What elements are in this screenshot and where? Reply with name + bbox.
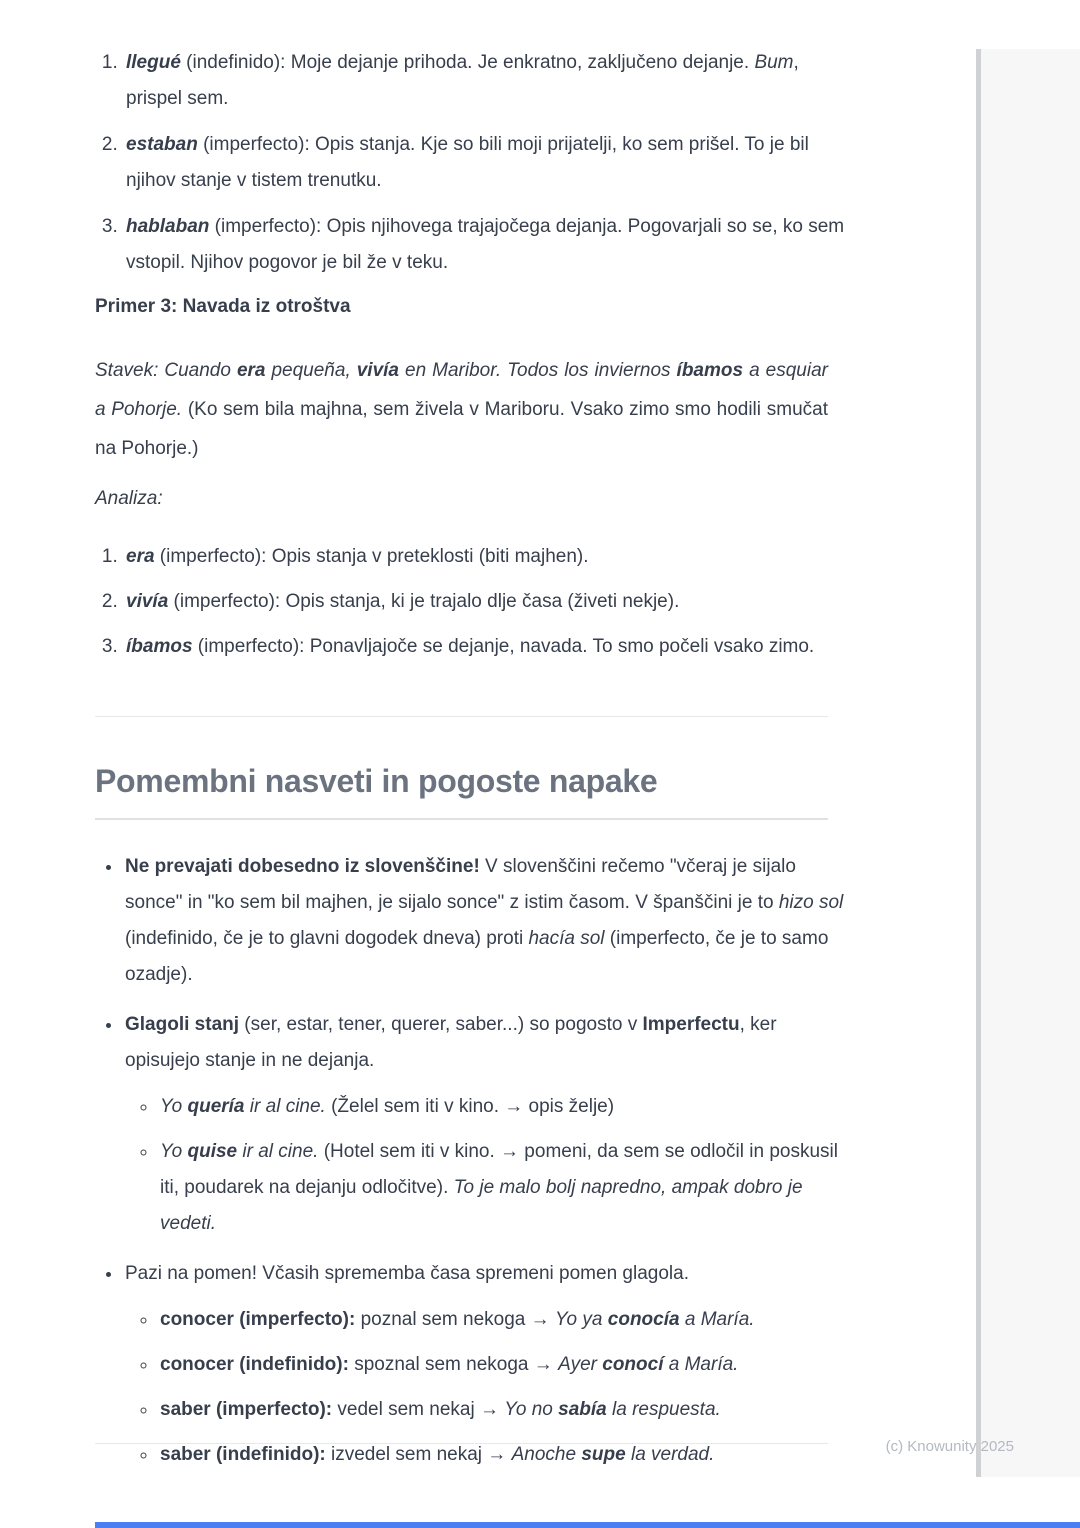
footer-divider (95, 1443, 828, 1444)
list-item-text: vivía (imperfecto): Opis stanja, ki je trajalo dlje časa (živeti nekje). (126, 591, 680, 612)
section-divider (95, 716, 828, 717)
tip-sub-item (158, 1347, 856, 1383)
scrollbar-thumb[interactable] (976, 49, 981, 1477)
footer-credit: (c) Knowunity 2025 (885, 1438, 1014, 1455)
tip-item (123, 849, 856, 993)
tip-item (123, 1007, 856, 1242)
tips-list (95, 849, 856, 1487)
next-page-gap-panel (981, 49, 1080, 1477)
tip-sub-item (158, 1392, 856, 1428)
tip-sub-list (125, 1302, 856, 1473)
list-item (123, 584, 856, 620)
tip-item (123, 1256, 856, 1473)
analiza-label: Analiza: (95, 488, 163, 509)
list-item-text: íbamos (imperfecto): Ponavljajoče se dejanje, navada. To smo počeli vsako zimo. (126, 636, 815, 657)
tip-item-text: Ne prevajati dobesedno iz slovenščine! V slovenščini rečemo "včeraj je sijalo sonce" in "ko sem bil majhen, je sijalo sonce" z istim časom. V španščini je to hizo sol (indefinido, če je to glavni dogodek dneva) proti hacía sol (imperfecto, če je to samo ozadje). (125, 856, 844, 985)
list-item (123, 539, 856, 575)
tip-sub-item-text: saber (indefinido): izvedel sem nekaj → Anoche supe la verdad. (160, 1444, 715, 1465)
bottom-accent-bar (95, 1522, 1080, 1528)
tip-sub-item (158, 1089, 856, 1125)
list-item-text: llegué (indefinido): Moje dejanje prihoda. Je enkratno, zaključeno dejanje. Bum, prispel sem. (126, 52, 799, 109)
list-item (123, 127, 856, 199)
list-item-text: estaban (imperfecto): Opis stanja. Kje so bili moji prijatelji, ko sem prišel. To je bil njihov stanje v tistem trenutku. (126, 134, 809, 191)
tips-section-heading: Pomembni nasveti in pogoste napake (95, 760, 828, 820)
tip-sub-item (158, 1134, 856, 1242)
list-item (123, 629, 856, 665)
list-item (123, 209, 856, 281)
analysis-list-2 (95, 539, 856, 674)
tip-item-text: Glagoli stanj (ser, estar, tener, querer, saber...) so pogosto v Imperfectu, ker opisujejo stanje in ne dejanja. (125, 1014, 777, 1071)
list-item-text: era (imperfecto): Opis stanja v preteklosti (biti majhen). (126, 546, 589, 567)
primer3-heading: Primer 3: Navada iz otroštva (95, 296, 351, 317)
analysis-list-1 (95, 45, 856, 291)
list-item (123, 45, 856, 117)
tip-sub-item-text: saber (imperfecto): vedel sem nekaj → Yo no sabía la respuesta. (160, 1399, 721, 1420)
tip-sub-list (125, 1089, 856, 1242)
list-item-text: hablaban (imperfecto): Opis njihovega trajajočega dejanja. Pogovarjali so se, ko sem vstopil. Njihov pogovor je bil že v teku. (126, 216, 845, 273)
tip-sub-item-text: Yo quería ir al cine. (Želel sem iti v kino. → opis želje) (160, 1096, 615, 1117)
primer3-sentence: Stavek: Cuando era pequeña, vivía en Maribor. Todos los inviernos íbamos a esquiar a Pohorje. (Ko sem bila majhna, sem živela v Mariboru. Vsako zimo smo hodili smučat na Pohorje.) (95, 360, 828, 459)
tip-sub-item-text: Yo quise ir al cine. (Hotel sem iti v kino. → pomeni, da sem se odločil in poskusil iti, poudarek na dejanju odločitve). To je malo bolj napredno, ampak dobro je vedeti. (160, 1141, 838, 1234)
tip-item-text: Pazi na pomen! Včasih sprememba časa spremeni pomen glagola. (125, 1263, 689, 1284)
tip-sub-item-text: conocer (indefinido): spoznal sem nekoga → Ayer conocí a María. (160, 1354, 739, 1375)
tip-sub-item-text: conocer (imperfecto): poznal sem nekoga → Yo ya conocía a María. (160, 1309, 755, 1330)
tip-sub-item (158, 1302, 856, 1338)
